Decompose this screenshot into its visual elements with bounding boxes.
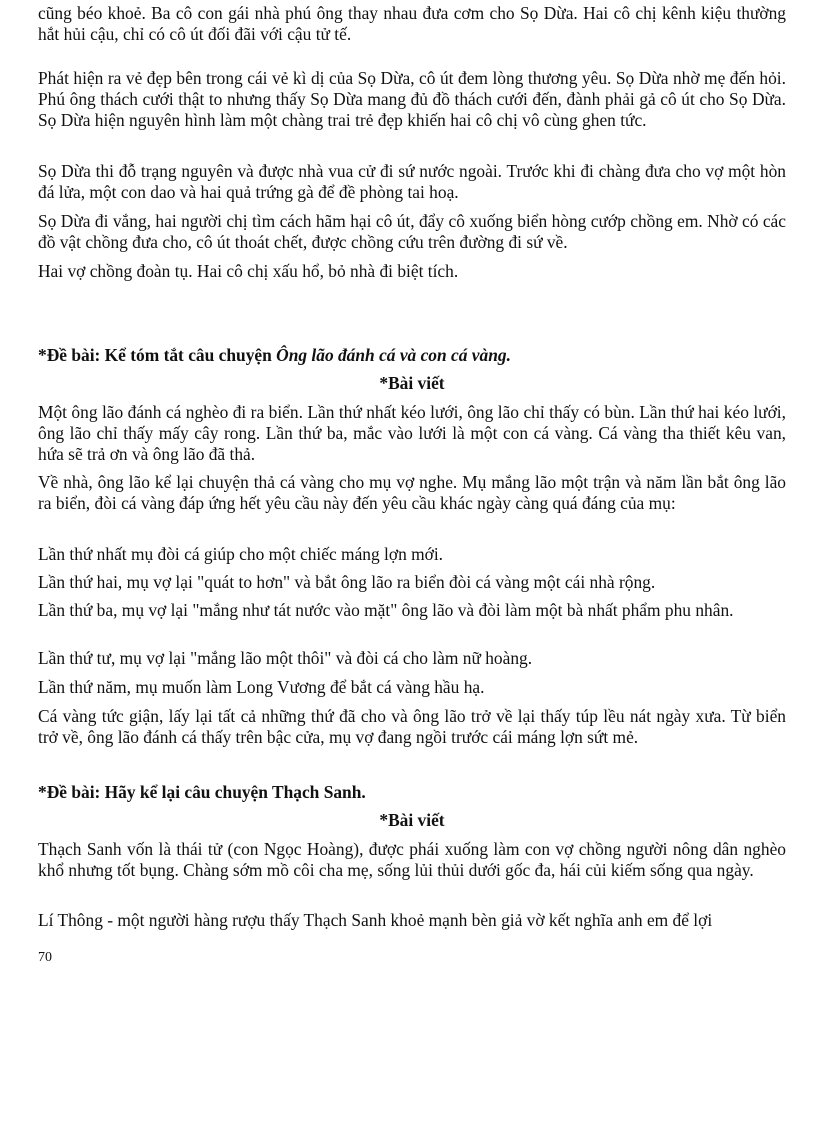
- section1-heading: [38, 345, 786, 366]
- section1-paragraph: Lần thứ ba, mụ vợ lại "mắng như tát nước vào mặt" ông lão và đòi làm một bà nhất phẩm phu nhân.: [38, 600, 734, 620]
- section2-subheading: *Bài viết: [379, 810, 445, 830]
- section1-paragraph: Về nhà, ông lão kể lại chuyện thả cá vàng cho mụ vợ nghe. Mụ mắng lão một trận và năm lần bắt ông lão ra biển, đòi cá vàng đáp ứng hết yêu cầu này đến yêu cầu khác ngày càng quá đáng của mụ:: [38, 472, 786, 513]
- intro-paragraph-1: cũng béo khoẻ. Ba cô con gái nhà phú ông thay nhau đưa cơm cho Sọ Dừa. Hai cô chị kênh kiệu thường hắt hủi cậu, chỉ có cô út đối đãi với cậu tử tế.: [38, 3, 786, 44]
- section1-subheading: *Bài viết: [379, 373, 445, 393]
- section1-paragraph: Một ông lão đánh cá nghèo đi ra biển. Lần thứ nhất kéo lưới, ông lão chỉ thấy có bùn. Lần thứ hai kéo lưới, ông lão chỉ thấy mấy cây rong. Lần thứ ba, mắc vào lưới là một con cá vàng. Cá vàng tha thiết kêu van, hứa sẽ trả ơn và ông lão đã thả.: [38, 402, 786, 464]
- section2-paragraph: Thạch Sanh vốn là thái tử (con Ngọc Hoàng), được phái xuống làm con vợ chồng người nông dân nghèo khổ nhưng tốt bụng. Chàng sớm mồ côi cha mẹ, sống lủi thủi dưới gốc đa, hái củi kiếm sống qua ngày.: [38, 839, 786, 880]
- section2-paragraph: Lí Thông - một người hàng rượu thấy Thạch Sanh khoẻ mạnh bèn giả vờ kết nghĩa anh em để lợi: [38, 910, 713, 930]
- intro-paragraph-5: Hai vợ chồng đoàn tụ. Hai cô chị xấu hổ, bỏ nhà đi biệt tích.: [38, 261, 459, 281]
- intro-paragraph-3: Sọ Dừa thi đỗ trạng nguyên và được nhà vua cử đi sứ nước ngoài. Trước khi đi chàng đưa cho vợ một hòn đá lửa, một con dao và hai quả trứng gà để đề phòng tai hoạ.: [38, 161, 786, 202]
- section1-paragraph: Cá vàng tức giận, lấy lại tất cả những thứ đã cho và ông lão trở về lại thấy túp lều nát ngày xưa. Từ biển trở về, ông lão đánh cá thấy trên bậc cửa, mụ vợ đang ngồi trước cái máng lợn sứt mẻ.: [38, 706, 786, 747]
- section1-heading-title: Ông lão đánh cá và con cá vàng.: [276, 345, 511, 365]
- section2-heading: *Đề bài: Hãy kể lại câu chuyện Thạch Sanh.: [38, 782, 366, 802]
- intro-paragraph-4: Sọ Dừa đi vắng, hai người chị tìm cách hãm hại cô út, đẩy cô xuống biển hòng cướp chồng em. Nhờ có các đồ vật chồng đưa cho, cô út thoát chết, được chồng cứu trên đường đi sứ về.: [38, 211, 786, 252]
- section1-paragraph: Lần thứ năm, mụ muốn làm Long Vương để bắt cá vàng hầu hạ.: [38, 677, 485, 697]
- section1-paragraph: Lần thứ tư, mụ vợ lại "mắng lão một thôi" và đòi cá cho làm nữ hoàng.: [38, 648, 533, 668]
- intro-paragraph-2: Phát hiện ra vẻ đẹp bên trong cái vẻ kì dị của Sọ Dừa, cô út đem lòng thương yêu. Sọ Dừa nhờ mẹ đến hỏi. Phú ông thách cưới thật to nhưng thấy Sọ Dừa mang đủ đồ thách cưới đến, đành phải gả cô út cho Sọ Dừa. Sọ Dừa hiện nguyên hình làm một chàng trai trẻ đẹp khiến hai cô chị vô cùng ghen tức.: [38, 68, 786, 130]
- section1-heading-prefix: *Đề bài: Kể tóm tắt câu chuyện: [38, 345, 277, 365]
- section1-paragraph: Lần thứ hai, mụ vợ lại "quát to hơn" và bắt ông lão ra biển đòi cá vàng một cái nhà rộng.: [38, 572, 656, 592]
- page-number: 70: [38, 950, 52, 965]
- section1-paragraph: Lần thứ nhất mụ đòi cá giúp cho một chiếc máng lợn mới.: [38, 544, 444, 564]
